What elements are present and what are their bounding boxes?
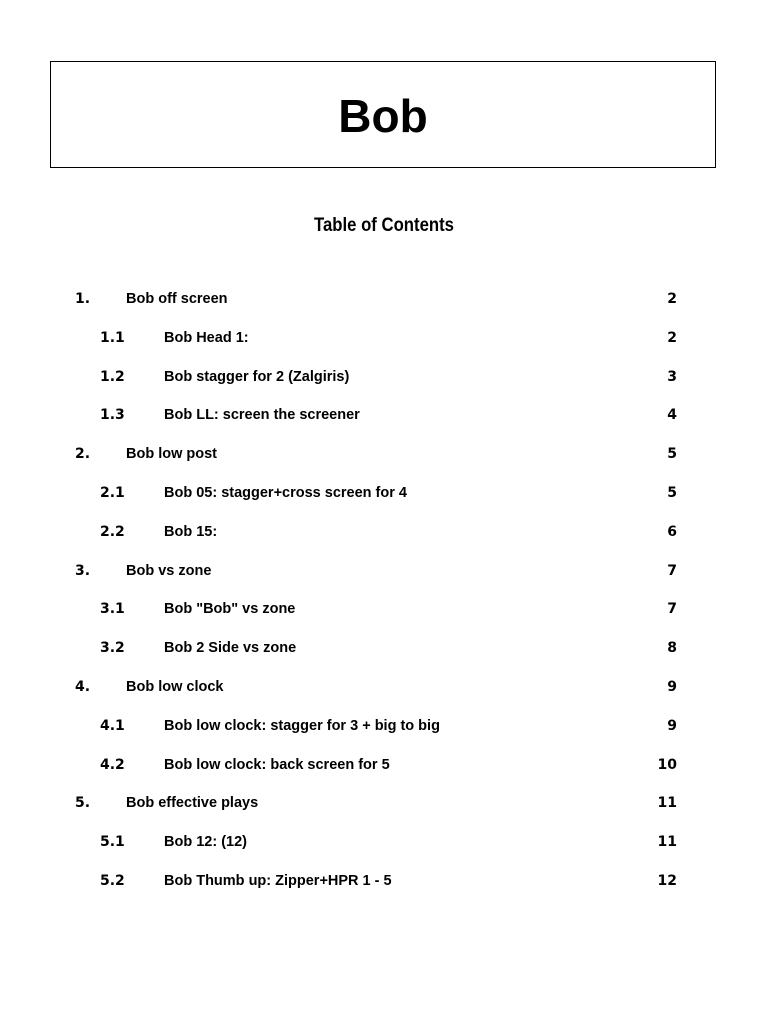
toc-entry[interactable]: [0, 793, 768, 813]
toc-entry-number: 4.2: [100, 756, 125, 773]
toc-entry-title[interactable]: Bob "Bob" vs zone: [164, 601, 296, 618]
toc-entry-title[interactable]: Bob Head 1:: [164, 329, 249, 346]
toc-entry-page: 8: [667, 640, 677, 657]
toc-entry[interactable]: [0, 716, 768, 736]
toc-entry-page: 9: [667, 679, 677, 695]
toc-entry[interactable]: [0, 405, 768, 425]
toc-entry[interactable]: [0, 522, 768, 542]
toc-entry-page: 3: [667, 368, 677, 385]
toc-entry-title[interactable]: Bob low clock: stagger for 3 + big to big: [164, 717, 440, 734]
toc-entry[interactable]: [0, 444, 768, 464]
toc-entry-page: 2: [667, 291, 677, 307]
toc-entry-page: 11: [657, 795, 677, 812]
toc-entry-number: 3.1: [100, 601, 125, 618]
toc-entry-number: 4.1: [100, 717, 125, 734]
toc-entry-number: 1.3: [100, 407, 125, 424]
toc-entry-title[interactable]: Bob off screen: [126, 291, 228, 307]
toc-entry-page: 6: [667, 523, 677, 540]
toc-entry-number: 2.2: [100, 523, 125, 540]
toc-entry-title[interactable]: Bob low clock: [126, 679, 224, 695]
toc-heading: Table of Contents: [314, 215, 454, 236]
toc-entry-number: 4.: [75, 679, 91, 695]
toc-entry-page: 7: [667, 601, 677, 618]
toc-entry-page: 9: [667, 717, 677, 734]
toc-entry-number: 2.: [75, 446, 91, 463]
toc-entry-title[interactable]: Bob 12: (12): [164, 834, 247, 851]
toc-entry-title[interactable]: Bob 15:: [164, 523, 218, 540]
toc-entry-number: 1.2: [100, 368, 125, 385]
toc-entry-title[interactable]: Bob stagger for 2 (Zalgiris): [164, 368, 350, 385]
toc-entry-number: 5.1: [100, 834, 125, 851]
toc-entry-number: 3.2: [100, 640, 125, 657]
toc-entry-title[interactable]: Bob 05: stagger+cross screen for 4: [164, 485, 407, 501]
toc-entry-page: 4: [667, 407, 677, 424]
toc-entry-title[interactable]: Bob low post: [126, 446, 218, 463]
toc-entry-page: 7: [667, 562, 677, 579]
toc-entry[interactable]: [0, 561, 768, 581]
toc-entry[interactable]: [0, 367, 768, 387]
toc-entry[interactable]: [0, 328, 768, 348]
toc-entry-number: 5.: [75, 795, 91, 812]
toc-entry-title[interactable]: Bob LL: screen the screener: [164, 407, 360, 424]
toc-entry[interactable]: [0, 677, 768, 697]
toc-entry-page: 2: [667, 329, 677, 346]
toc-entry[interactable]: [0, 755, 768, 775]
toc-entry-number: 2.1: [100, 485, 125, 501]
toc-entry-page: 5: [667, 446, 677, 463]
toc-entry-page: 12: [657, 873, 677, 889]
toc-entry-number: 5.2: [100, 873, 125, 889]
toc-entry-number: 3.: [75, 562, 91, 579]
toc-entry-title[interactable]: Bob 2 Side vs zone: [164, 640, 297, 657]
toc-entry-title[interactable]: Bob low clock: back screen for 5: [164, 756, 390, 773]
toc-entry-number: 1.: [75, 291, 91, 307]
toc-entry[interactable]: [0, 483, 768, 503]
toc-entry-title[interactable]: Bob vs zone: [126, 562, 212, 579]
toc-entry[interactable]: [0, 289, 768, 309]
toc-entry[interactable]: [0, 638, 768, 658]
toc-entry-page: 11: [657, 834, 677, 851]
toc-entry-number: 1.1: [100, 329, 125, 346]
toc-entry[interactable]: [0, 832, 768, 852]
toc-entry-title[interactable]: Bob Thumb up: Zipper+HPR 1 - 5: [164, 873, 392, 889]
document-title: Bob: [338, 89, 428, 142]
toc-entry-page: 5: [667, 485, 677, 501]
toc-entry-page: 10: [657, 756, 677, 773]
toc-entry-title[interactable]: Bob effective plays: [126, 795, 259, 812]
toc-entry[interactable]: [0, 599, 768, 619]
toc-entry[interactable]: [0, 871, 768, 891]
